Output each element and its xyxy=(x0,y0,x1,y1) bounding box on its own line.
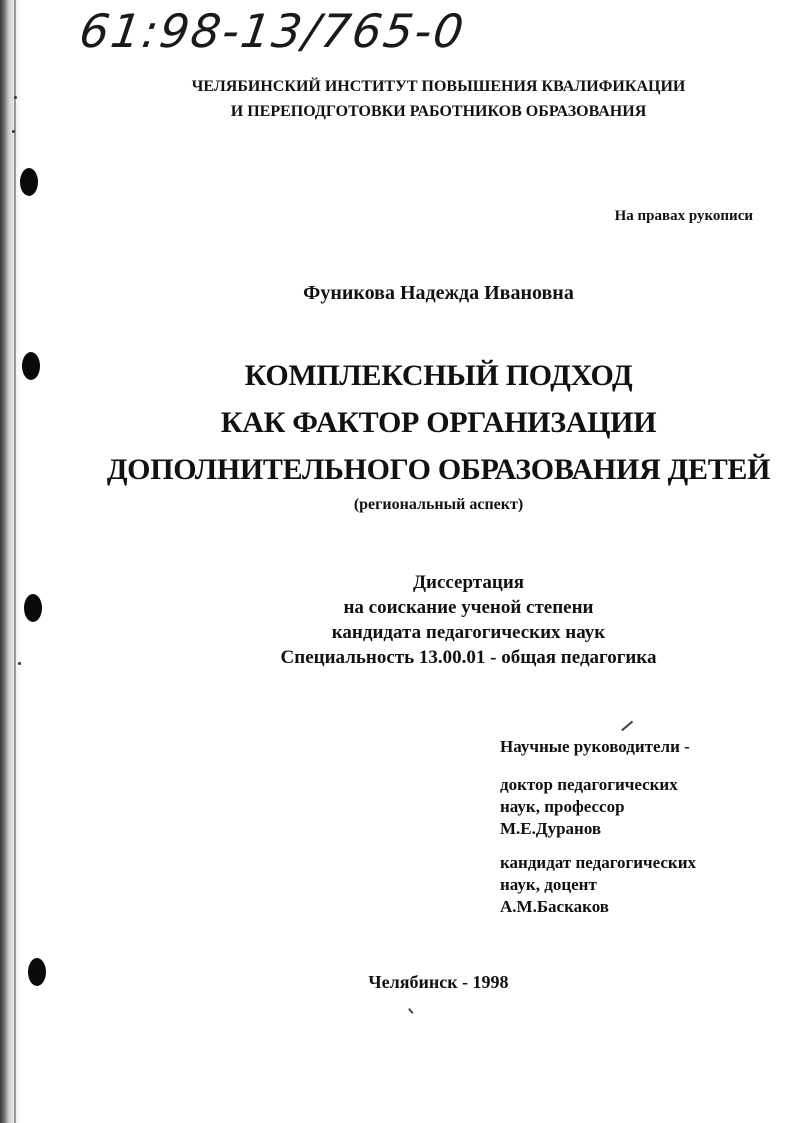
scan-binding-edge xyxy=(0,0,22,1123)
manuscript-rights-note: На правах рукописи xyxy=(614,208,753,224)
pen-mark xyxy=(408,1008,413,1014)
author-name: Фуникова Надежда Ивановна xyxy=(303,282,574,304)
punch-hole-icon xyxy=(22,352,40,380)
advisor-second xyxy=(500,852,696,918)
scan-speck xyxy=(12,130,15,133)
advisor-first-title: наук, профессор xyxy=(500,797,625,816)
city-year: Челябинск - 1998 xyxy=(368,972,509,992)
dissertation-info xyxy=(70,570,797,670)
dissertation-line-2: на соискание ученой степени xyxy=(343,597,594,618)
title-subtitle: (региональный аспект) xyxy=(353,496,524,513)
scan-speck xyxy=(14,96,17,99)
archive-code-handwritten: 61:98-13/765-0 xyxy=(76,4,469,58)
advisor-first-degree: доктор педагогических xyxy=(500,775,678,794)
punch-hole-icon xyxy=(20,168,38,196)
pen-mark xyxy=(621,721,633,731)
title-line-2: КАК ФАКТОР ОРГАНИЗАЦИИ xyxy=(220,406,657,439)
institute-name xyxy=(40,74,797,124)
dissertation-line-4: Специальность 13.00.01 - общая педагогика xyxy=(280,647,657,668)
institute-line-1: ЧЕЛЯБИНСКИЙ ИНСТИТУТ ПОВЫШЕНИЯ КВАЛИФИКАЦИИ xyxy=(191,78,686,95)
advisor-first-name: М.Е.Дуранов xyxy=(500,819,602,838)
dissertation-line-1: Диссертация xyxy=(412,572,525,593)
advisor-first xyxy=(500,774,696,840)
dissertation-line-3: кандидата педагогических наук xyxy=(331,622,606,643)
scan-speck xyxy=(18,662,21,665)
punch-hole-icon xyxy=(24,594,42,622)
advisors-heading: Научные руководители - xyxy=(500,737,690,756)
title-line-3: ДОПОЛНИТЕЛЬНОГО ОБРАЗОВАНИЯ ДЕТЕЙ xyxy=(106,453,771,486)
title-line-1: КОМПЛЕКСНЫЙ ПОДХОД xyxy=(244,359,633,392)
scientific-advisors xyxy=(500,736,696,930)
advisor-second-name: А.М.Баскаков xyxy=(500,897,609,916)
institute-line-2: И ПЕРЕПОДГОТОВКИ РАБОТНИКОВ ОБРАЗОВАНИЯ xyxy=(230,103,647,120)
scan-binding-line xyxy=(14,0,16,1123)
dissertation-title xyxy=(40,352,797,493)
advisor-second-degree: кандидат педагогических xyxy=(500,853,696,872)
advisor-second-title: наук, доцент xyxy=(500,875,597,894)
